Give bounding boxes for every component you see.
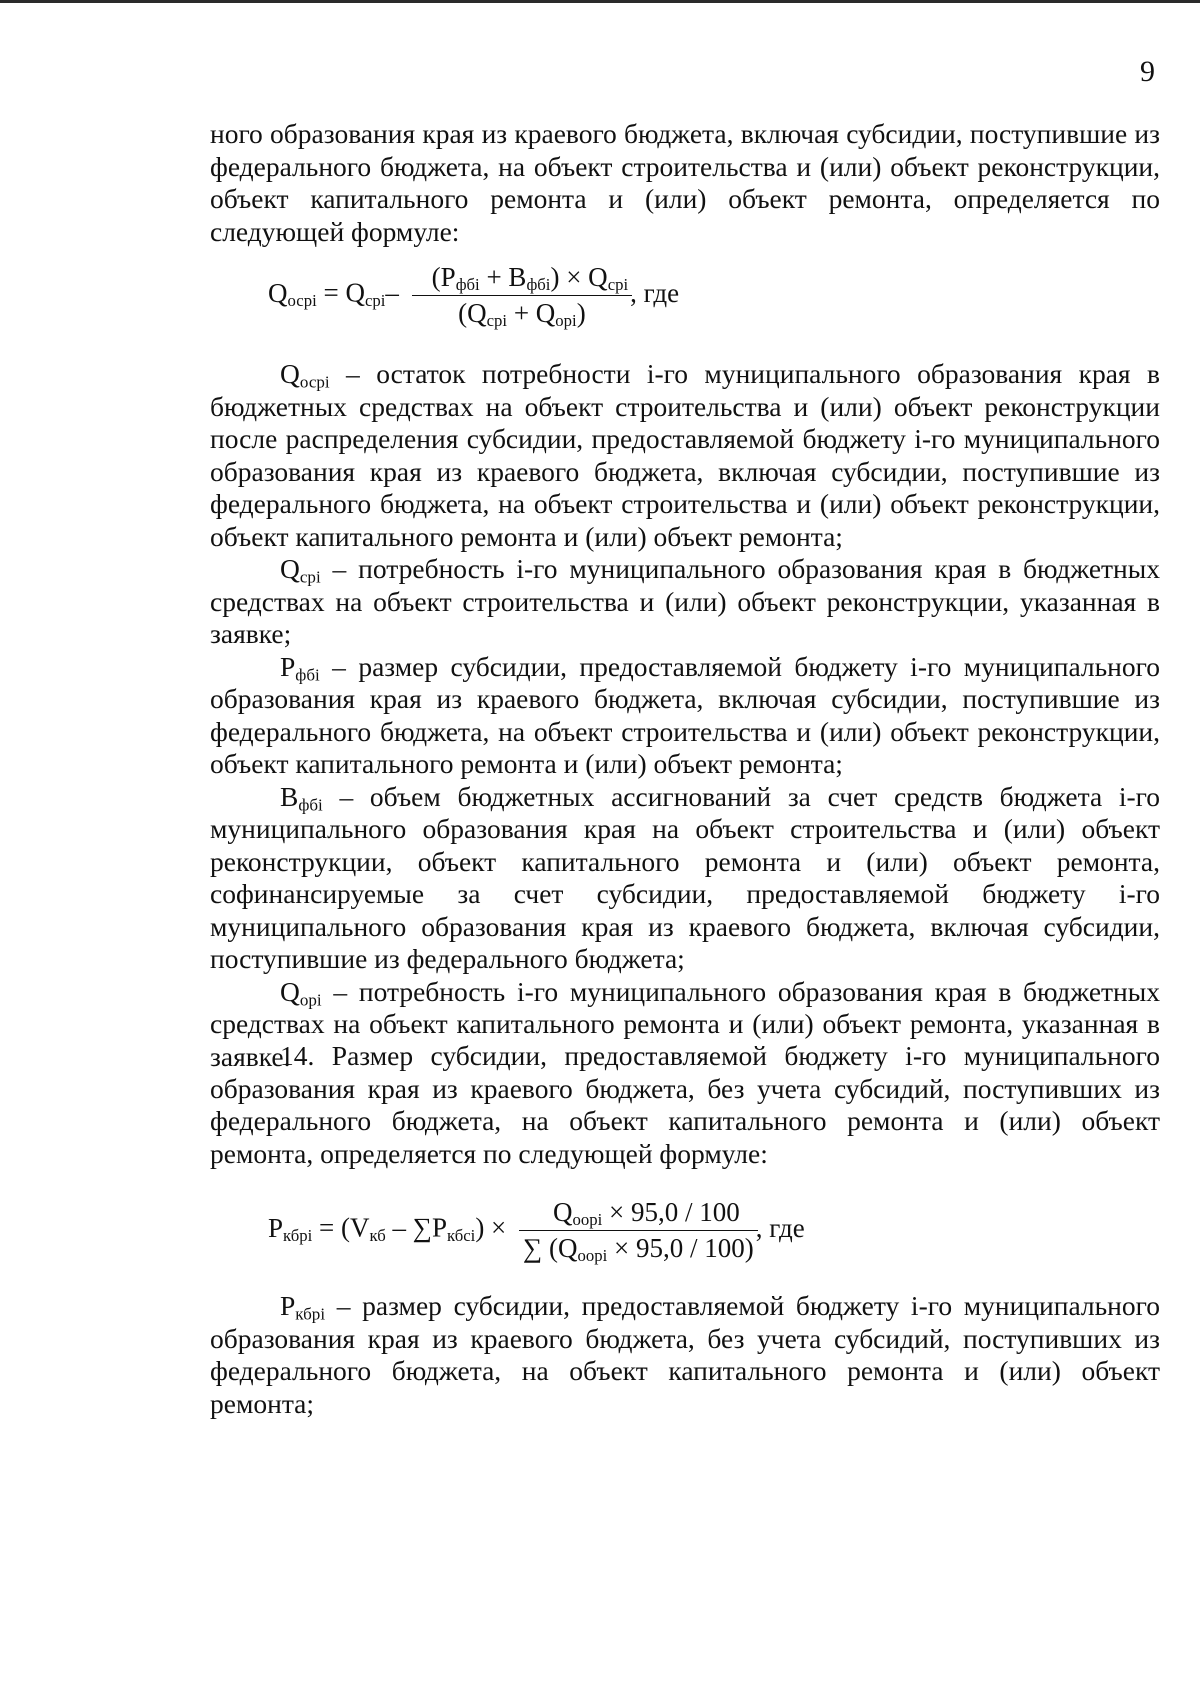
section-14-text: 14. Размер субсидии, предоставляемой бюджету i-го муниципального образования края из краевого бюджета, без учета субсидий, поступивших из федерального бюджета, на объект капитального ремонта и (или) объект ремонта, определяется по следующей формуле:: [210, 1040, 1160, 1169]
definition-qosr: $Q_{осрi}$ – остаток потребности i-го муниципального образования края в бюджетных средствах на объект строительства и (или) объект реконструкции после распределения субсидии, предоставляемой бюджету i-го муниципального образования края из краевого бюджета, включая субсидии, поступившие из федерального бюджета, на объект строительства и (или) объект реконструкции, объект капитального ремонта и (или) объект ремонта;: [210, 358, 1160, 552]
formula2-suffix: , где: [755, 1212, 805, 1243]
definition-pfb: $Р_{фбi}$ – размер субсидии, предоставляемой бюджету i-го муниципального образования края из краевого бюджета, включая субсидии, поступившие из федерального бюджета, на объект строительства и (или) объект реконструкции, объект капитального ремонта и (или) объект ремонта;: [210, 650, 1160, 779]
section-14-paragraph: [210, 1040, 1160, 1170]
formula-qosr: $Q_{осрi} = Q_{срi}-$ $\frac{(Р_{фбi} + В_{фбi}) \times Q_{срi}}{(Q_{срi} + Q_{орi})}$ , где: [268, 262, 680, 331]
scan-edge: [0, 0, 1200, 3]
formula2-denominator: ∑ $(Q_{оорi} \times 95,0 / 100)$: [523, 1233, 754, 1266]
intro-paragraph: [210, 118, 1160, 248]
definition-pkbr: $Р_{кбрi}$ – размер субсидии, предоставляемой бюджету i-го муниципального образования края из краевого бюджета, без учета субсидий, поступивших из федерального бюджета, на объект капитального ремонта и (или) объект ремонта;: [210, 1290, 1160, 1419]
definitions-block-2: [210, 1290, 1160, 1420]
intro-text: ного образования края из краевого бюджета, включая субсидии, поступившие из федерального бюджета, на объект строительства и (или) объект реконструкции, объект капитального ремонта и (или) объект ремонта, определяется по следующей формуле:: [210, 118, 1160, 247]
formula2-fraction: [519, 1197, 758, 1264]
formula2-numerator: $Q_{оорi} \times 95,0 / 100$: [519, 1197, 758, 1231]
formula1-lhs: $Q_{осрi}$: [268, 277, 317, 310]
formula1-denominator: $(Q_{срi} + Q_{орi})$: [458, 298, 586, 331]
definition-qsr: $Q_{срi}$ – потребность i-го муниципального образования края в бюджетных средствах на объект строительства и (или) объект реконструкции, указанная в заявке;: [210, 553, 1160, 649]
formula1-suffix: , где: [630, 277, 680, 308]
definition-vfb: $В_{фбi}$ – объем бюджетных ассигнований за счет средств бюджета i-го муниципального образования края на объект строительства и (или) объект реконструкции, объект капитального ремонта и (или) объект ремонта, софинансируемые за счет субсидии, предоставляемой бюджету i-го муниципального образования края из краевого бюджета, включая субсидии, поступившие из федерального бюджета;: [210, 780, 1160, 974]
formula2-lhs: $Р_{кбрi}$: [268, 1212, 313, 1245]
formula-pkbr: $Р_{кбрi} = (V_{кб} - \sum Р_{кбсi})$ × $\frac{Q_{оорi} \times 95,0 / 100}{\sum (Q_{оорi} \times 95,0 / 100)}$ , где: [268, 1197, 805, 1266]
definition-qor: $Q_{орi}$ – потребность i-го муниципального образования края в бюджетных средствах на объект капитального ремонта и (или) объект ремонта, указанная в заявке.: [210, 975, 1160, 1072]
definitions-block-1: [210, 358, 1160, 1073]
formula1-fraction: [412, 262, 632, 329]
formula1-numerator: $(Р_{фбi} + В_{фбi}) \times Q_{срi}$: [412, 262, 632, 296]
page-number: 9: [1140, 55, 1155, 88]
